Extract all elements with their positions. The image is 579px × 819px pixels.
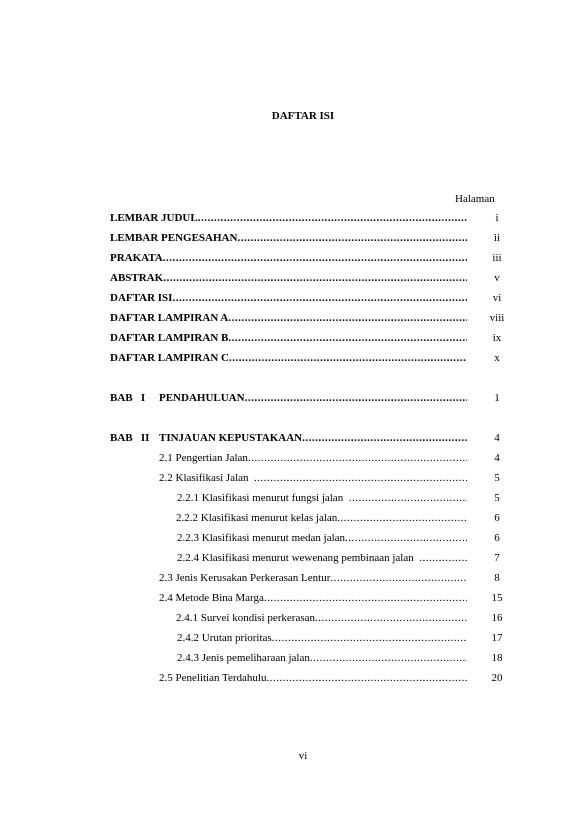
toc-row-chapter[interactable]: [0, 391, 579, 405]
toc-entry-label: 2.1 Pengertian Jalan: [159, 452, 248, 464]
toc-entry-label: DAFTAR LAMPIRAN C: [110, 352, 229, 364]
toc-page-number: 17: [491, 632, 503, 644]
page-number: vi: [298, 750, 308, 762]
toc-row-section[interactable]: [0, 571, 579, 585]
toc-entry-label: 2.2.1 Klasifikasi menurut fungsi jalan: [177, 492, 349, 504]
toc-page-number: ii: [493, 232, 501, 244]
toc-entry-label: PRAKATA: [110, 252, 163, 264]
toc-entry-label: DAFTAR LAMPIRAN A: [110, 312, 229, 324]
leader-dots: [266, 671, 467, 685]
toc-entry-label: DAFTAR ISI: [110, 292, 173, 304]
toc-entry-label: PENDAHULUAN: [159, 392, 245, 404]
toc-entry-label: LEMBAR JUDUL: [110, 212, 198, 224]
leader-dots: [264, 591, 467, 605]
toc-entry-label: LEMBAR PENGESAHAN: [110, 232, 238, 244]
toc-page-number: x: [494, 352, 500, 364]
leader-dots: [315, 611, 467, 625]
toc-page-number: 1: [494, 392, 500, 404]
leader-dots: [419, 551, 467, 565]
toc-row-subsection[interactable]: [0, 631, 579, 645]
toc-entry-label: 2.3 Jenis Kerusakan Perkerasan Lentur: [159, 572, 331, 584]
toc-page-number: i: [495, 212, 499, 224]
halaman-header: Halaman: [455, 193, 495, 205]
toc-entry-label: TINJAUAN KEPUSTAKAAN: [159, 432, 303, 444]
toc-row[interactable]: [0, 331, 579, 345]
toc-page-number: 8: [494, 572, 500, 584]
chapter-number: BAB II: [110, 432, 150, 444]
toc-page-number: ix: [492, 332, 502, 344]
leader-dots: [349, 491, 467, 505]
page-title: DAFTAR ISI: [271, 110, 335, 122]
toc-entry-label: ABSTRAK: [110, 272, 164, 284]
leader-dots: [330, 571, 467, 585]
leader-dots: [163, 251, 467, 265]
toc-row[interactable]: [0, 351, 579, 365]
toc-page-number: vi: [492, 292, 502, 304]
toc-page-number: 5: [494, 492, 500, 504]
toc-page-number: 16: [491, 612, 503, 624]
toc-row[interactable]: [0, 251, 579, 265]
leader-dots: [302, 431, 467, 445]
toc-row-chapter[interactable]: [0, 431, 579, 445]
toc-page-number: 7: [494, 552, 500, 564]
leader-dots: [172, 291, 467, 305]
toc-entry-label: 2.4 Metode Bina Marga: [159, 592, 264, 604]
toc-row-section[interactable]: [0, 591, 579, 605]
toc-entry-label: 2.4.1 Survei kondisi perkerasan: [176, 612, 315, 624]
toc-row-subsection[interactable]: [0, 491, 579, 505]
leader-dots: [310, 651, 467, 665]
leader-dots: [272, 631, 467, 645]
toc-row[interactable]: [0, 291, 579, 305]
toc-page-number: 4: [494, 432, 500, 444]
toc-page-number: 6: [494, 532, 500, 544]
toc-page-number: 5: [494, 472, 500, 484]
toc-entry-label: DAFTAR LAMPIRAN B: [110, 332, 229, 344]
toc-page-number: 4: [494, 452, 500, 464]
leader-dots: [254, 471, 467, 485]
leader-dots: [248, 451, 467, 465]
toc-page-number: 18: [491, 652, 503, 664]
toc-entry-label: 2.2.4 Klasifikasi menurut wewenang pembinaan jalan: [177, 552, 420, 564]
toc-entry-label: 2.5 Penelitian Terdahulu: [159, 672, 267, 684]
toc-row[interactable]: [0, 231, 579, 245]
toc-row[interactable]: [0, 271, 579, 285]
toc-entry-label: 2.2.3 Klasifikasi menurut medan jalan: [177, 532, 346, 544]
toc-entry-label: 2.2 Klasifikasi Jalan: [159, 472, 255, 484]
toc-row[interactable]: [0, 211, 579, 225]
toc-row-section[interactable]: [0, 471, 579, 485]
leader-dots: [337, 511, 467, 525]
toc-row-section[interactable]: [0, 671, 579, 685]
chapter-number: BAB I: [110, 392, 146, 404]
toc-row-subsection[interactable]: [0, 651, 579, 665]
toc-row-subsection[interactable]: [0, 551, 579, 565]
toc-entry-label: 2.4.2 Urutan prioritas: [177, 632, 272, 644]
toc-row-subsection[interactable]: [0, 511, 579, 525]
toc-page-number: v: [494, 272, 500, 284]
toc-page-number: 20: [491, 672, 503, 684]
leader-dots: [228, 311, 467, 325]
leader-dots: [345, 531, 467, 545]
toc-page-number: 15: [491, 592, 503, 604]
leader-dots: [229, 351, 467, 365]
leader-dots: [228, 331, 467, 345]
toc-row-subsection[interactable]: [0, 611, 579, 625]
leader-dots: [198, 211, 467, 225]
toc-page-number: iii: [492, 252, 502, 264]
toc-page-number: viii: [489, 312, 505, 324]
toc-row[interactable]: [0, 311, 579, 325]
toc-entry-label: 2.4.3 Jenis pemeliharaan jalan: [177, 652, 310, 664]
toc-page-number: 6: [494, 512, 500, 524]
leader-dots: [163, 271, 467, 285]
toc-row-subsection[interactable]: [0, 531, 579, 545]
leader-dots: [237, 231, 467, 245]
toc-entry-label: 2.2.2 Klasifikasi menurut kelas jalan: [176, 512, 338, 524]
leader-dots: [245, 391, 467, 405]
toc-row-section[interactable]: [0, 451, 579, 465]
